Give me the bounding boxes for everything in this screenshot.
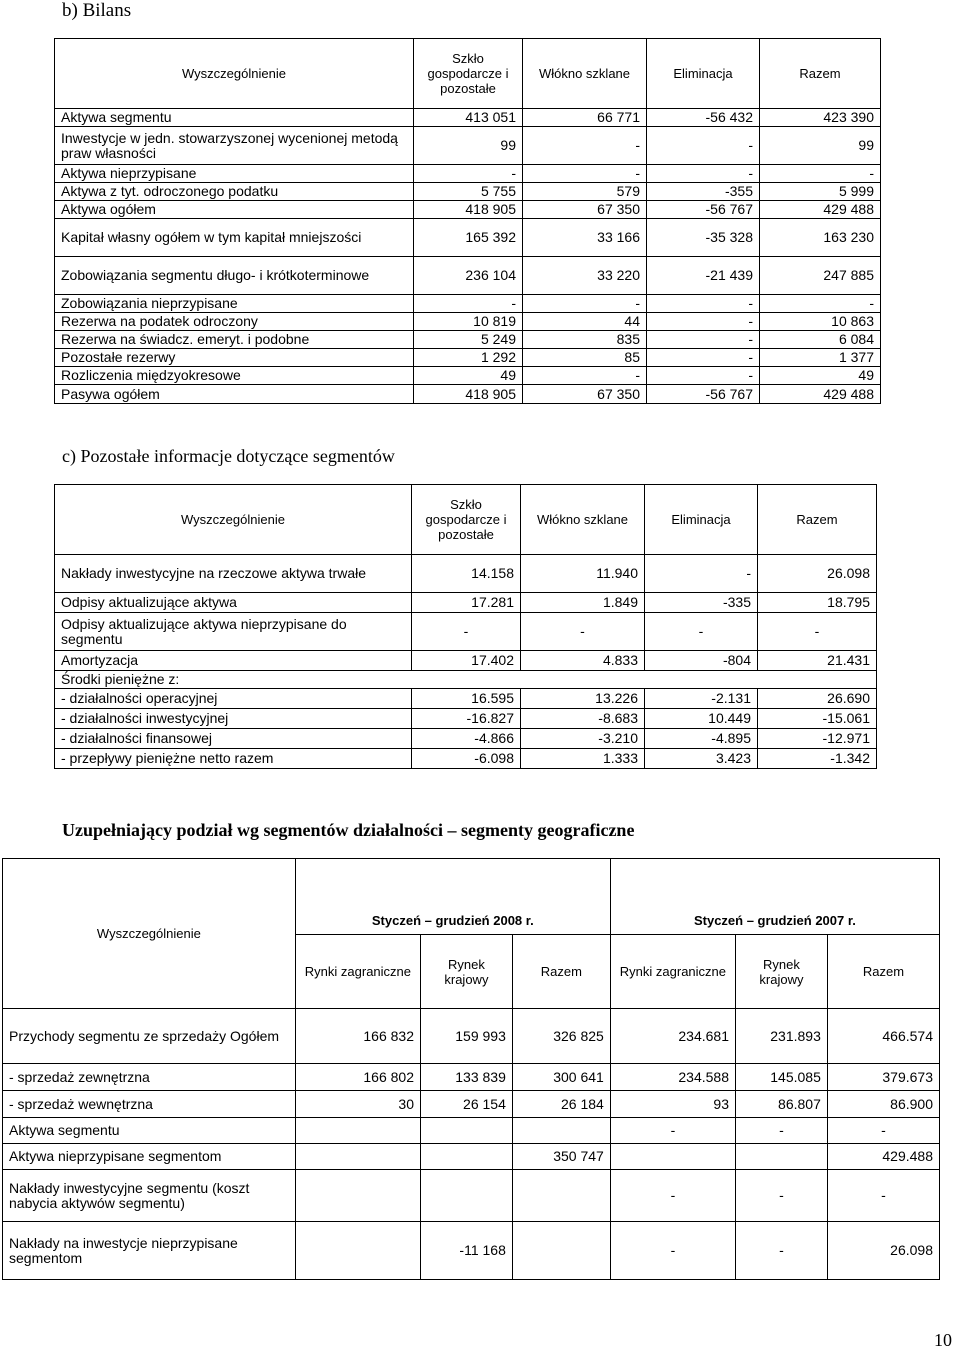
col-header: Rynki zagraniczne: [295, 935, 420, 1009]
col-header: Szkło gospodarcze i pozostałe: [412, 485, 521, 555]
page-number: 10: [934, 1330, 952, 1350]
row-label: Zobowiązania nieprzypisane: [55, 295, 414, 313]
value-cell: 429 488: [760, 201, 881, 219]
value-cell: 165 392: [414, 219, 523, 257]
row-label: Aktywa segmentu: [3, 1118, 296, 1144]
value-cell: 49: [414, 367, 523, 385]
value-cell: 33 220: [523, 257, 647, 295]
col-header: Rynek krajowy: [420, 935, 512, 1009]
value-cell: -355: [647, 183, 760, 201]
row-label: Nakłady inwestycyjne na rzeczowe aktywa trwałe: [55, 555, 412, 593]
value-cell: 466.574: [827, 1009, 939, 1064]
value-cell: 418 905: [414, 385, 523, 404]
period-2008-header: Styczeń – grudzień 2008 r.: [295, 859, 610, 935]
row-label: Pasywa ogółem: [55, 385, 414, 404]
value-cell: 26 184: [512, 1091, 610, 1118]
value-cell: 5 755: [414, 183, 523, 201]
row-label: Kapitał własny ogółem w tym kapitał mniejszości: [55, 219, 414, 257]
value-cell: 13.226: [521, 689, 645, 709]
value-cell: [420, 1170, 512, 1222]
value-cell: -: [736, 1170, 828, 1222]
row-label: Odpisy aktualizujące aktywa nieprzypisane do segmentu: [55, 613, 412, 651]
row-label: Inwestycje w jedn. stowarzyszonej wycenionej metodą praw własności: [55, 127, 414, 165]
row-label: Odpisy aktualizujące aktywa: [55, 593, 412, 613]
table-row: [55, 613, 877, 651]
value-cell: -56 767: [647, 201, 760, 219]
row-label: Amortyzacja: [55, 651, 412, 671]
value-cell: 247 885: [760, 257, 881, 295]
value-cell: -: [647, 349, 760, 367]
value-cell: 16.595: [412, 689, 521, 709]
value-cell: 49: [760, 367, 881, 385]
col-header: Eliminacja: [647, 39, 760, 109]
value-cell: 17.402: [412, 651, 521, 671]
table-row: [55, 749, 877, 769]
table-row: [3, 1091, 940, 1118]
value-cell: 166 802: [295, 1064, 420, 1091]
row-label: Nakłady na inwestycje nieprzypisane segmentom: [3, 1222, 296, 1280]
value-cell: 99: [760, 127, 881, 165]
value-cell: 145.085: [736, 1064, 828, 1091]
table-row: [55, 689, 877, 709]
value-cell: 86.900: [827, 1091, 939, 1118]
col-header: Eliminacja: [645, 485, 758, 555]
value-cell: 26 154: [420, 1091, 512, 1118]
period-2007-header: Styczeń – grudzień 2007 r.: [610, 859, 939, 935]
value-cell: 1.333: [521, 749, 645, 769]
value-cell: 579: [523, 183, 647, 201]
col-header: Włókno szklane: [523, 39, 647, 109]
value-cell: 44: [523, 313, 647, 331]
value-cell: -: [645, 613, 758, 651]
value-cell: -1.342: [758, 749, 877, 769]
table-row: [55, 295, 881, 313]
row-label: Aktywa ogółem: [55, 201, 414, 219]
section-b-title: b) Bilans: [62, 0, 132, 21]
table-row: [55, 109, 881, 127]
value-cell: -: [610, 1222, 735, 1280]
value-cell: 835: [523, 331, 647, 349]
table-row: [55, 349, 881, 367]
value-cell: -: [414, 295, 523, 313]
value-cell: 1 377: [760, 349, 881, 367]
value-cell: 14.158: [412, 555, 521, 593]
col-header: Razem: [760, 39, 881, 109]
value-cell: 300 641: [512, 1064, 610, 1091]
table-row: [55, 709, 877, 729]
value-cell: 5 999: [760, 183, 881, 201]
table-row: [3, 1222, 940, 1280]
value-cell: -: [760, 165, 881, 183]
col-header: Szkło gospodarcze i pozostałe: [414, 39, 523, 109]
value-cell: -4.866: [412, 729, 521, 749]
row-label: Pozostałe rezerwy: [55, 349, 414, 367]
col-header: Razem: [512, 935, 610, 1009]
value-cell: 26.690: [758, 689, 877, 709]
value-cell: 10 819: [414, 313, 523, 331]
value-cell: 3.423: [645, 749, 758, 769]
value-cell: -: [827, 1118, 939, 1144]
row-label: Nakłady inwestycyjne segmentu (koszt nabycia aktywów segmentu): [3, 1170, 296, 1222]
table-row: [55, 183, 881, 201]
value-cell: -: [523, 295, 647, 313]
row-label: - sprzedaż zewnętrzna: [3, 1064, 296, 1091]
value-cell: [420, 1144, 512, 1170]
table-row: [3, 1170, 940, 1222]
value-cell: -: [414, 165, 523, 183]
value-cell: 26.098: [827, 1222, 939, 1280]
value-cell: 234.588: [610, 1064, 735, 1091]
table-header-row: [55, 39, 881, 109]
value-cell: 18.795: [758, 593, 877, 613]
value-cell: 1 292: [414, 349, 523, 367]
value-cell: -: [523, 165, 647, 183]
table-row: [55, 165, 881, 183]
value-cell: 66 771: [523, 109, 647, 127]
table-row: [55, 367, 881, 385]
value-cell: -: [412, 613, 521, 651]
value-cell: 159 993: [420, 1009, 512, 1064]
value-cell: -: [610, 1118, 735, 1144]
value-cell: -2.131: [645, 689, 758, 709]
value-cell: 67 350: [523, 385, 647, 404]
value-cell: -: [760, 295, 881, 313]
row-label: - działalności finansowej: [55, 729, 412, 749]
value-cell: 326 825: [512, 1009, 610, 1064]
value-cell: 21.431: [758, 651, 877, 671]
value-cell: 350 747: [512, 1144, 610, 1170]
value-cell: 5 249: [414, 331, 523, 349]
value-cell: 10.449: [645, 709, 758, 729]
value-cell: -: [647, 127, 760, 165]
row-label: Aktywa z tyt. odroczonego podatku: [55, 183, 414, 201]
value-cell: 166 832: [295, 1009, 420, 1064]
value-cell: [295, 1118, 420, 1144]
col-header: Rynki zagraniczne: [610, 935, 735, 1009]
col-header: Rynek krajowy: [736, 935, 828, 1009]
value-cell: -12.971: [758, 729, 877, 749]
value-cell: 133 839: [420, 1064, 512, 1091]
col-header: Wyszczególnienie: [55, 39, 414, 109]
table-row: [55, 671, 877, 689]
row-label: Rezerwa na świadcz. emeryt. i podobne: [55, 331, 414, 349]
value-cell: 234.681: [610, 1009, 735, 1064]
value-cell: 86.807: [736, 1091, 828, 1118]
table-row: [55, 729, 877, 749]
row-label: Aktywa segmentu: [55, 109, 414, 127]
value-cell: 10 863: [760, 313, 881, 331]
geo-period-row: [3, 859, 940, 935]
value-cell: [610, 1144, 735, 1170]
table-header-row: [55, 485, 877, 555]
value-cell: [295, 1222, 420, 1280]
value-cell: -: [610, 1170, 735, 1222]
value-cell: -35 328: [647, 219, 760, 257]
row-label: Środki pieniężne z:: [55, 671, 877, 689]
col-header: Wyszczególnienie: [3, 859, 296, 1009]
value-cell: -804: [645, 651, 758, 671]
value-cell: -16.827: [412, 709, 521, 729]
table-row: [55, 201, 881, 219]
col-header: Razem: [827, 935, 939, 1009]
value-cell: 429.488: [827, 1144, 939, 1170]
table-row: [55, 257, 881, 295]
value-cell: 429 488: [760, 385, 881, 404]
row-label: Rezerwa na podatek odroczony: [55, 313, 414, 331]
value-cell: -: [647, 313, 760, 331]
row-label: - działalności inwestycyjnej: [55, 709, 412, 729]
value-cell: -: [523, 367, 647, 385]
value-cell: -56 767: [647, 385, 760, 404]
table-row: [3, 1064, 940, 1091]
value-cell: 93: [610, 1091, 735, 1118]
value-cell: 67 350: [523, 201, 647, 219]
col-header: Wyszczególnienie: [55, 485, 412, 555]
value-cell: -56 432: [647, 109, 760, 127]
row-label: - przepływy pieniężne netto razem: [55, 749, 412, 769]
value-cell: -: [647, 165, 760, 183]
value-cell: [420, 1118, 512, 1144]
geographic-segments-table: [2, 858, 940, 1280]
value-cell: -: [736, 1118, 828, 1144]
value-cell: -3.210: [521, 729, 645, 749]
table-row: [3, 1144, 940, 1170]
value-cell: [736, 1144, 828, 1170]
value-cell: -: [645, 555, 758, 593]
value-cell: 418 905: [414, 201, 523, 219]
value-cell: -: [758, 613, 877, 651]
table-row: [3, 1118, 940, 1144]
value-cell: -11 168: [420, 1222, 512, 1280]
value-cell: -335: [645, 593, 758, 613]
value-cell: -: [647, 367, 760, 385]
geo-section-title: Uzupełniający podział wg segmentów działalności – segmenty geograficzne: [62, 820, 635, 840]
value-cell: [295, 1170, 420, 1222]
table-row: [55, 127, 881, 165]
value-cell: 413 051: [414, 109, 523, 127]
value-cell: 17.281: [412, 593, 521, 613]
value-cell: 423 390: [760, 109, 881, 127]
value-cell: -: [521, 613, 645, 651]
value-cell: -15.061: [758, 709, 877, 729]
value-cell: -: [736, 1222, 828, 1280]
section-c-title: c) Pozostałe informacje dotyczące segmentów: [62, 446, 395, 466]
value-cell: 99: [414, 127, 523, 165]
value-cell: 11.940: [521, 555, 645, 593]
balance-table: [54, 38, 881, 404]
value-cell: 236 104: [414, 257, 523, 295]
value-cell: 379.673: [827, 1064, 939, 1091]
table-row: [55, 385, 881, 404]
table-row: [55, 313, 881, 331]
value-cell: -: [523, 127, 647, 165]
value-cell: [512, 1222, 610, 1280]
value-cell: -8.683: [521, 709, 645, 729]
row-label: Rozliczenia międzyokresowe: [55, 367, 414, 385]
value-cell: 1.849: [521, 593, 645, 613]
value-cell: -: [647, 331, 760, 349]
row-label: - sprzedaż wewnętrzna: [3, 1091, 296, 1118]
value-cell: 6 084: [760, 331, 881, 349]
row-label: Przychody segmentu ze sprzedaży Ogółem: [3, 1009, 296, 1064]
value-cell: -21 439: [647, 257, 760, 295]
value-cell: 26.098: [758, 555, 877, 593]
table-row: [55, 651, 877, 671]
value-cell: 4.833: [521, 651, 645, 671]
value-cell: 231.893: [736, 1009, 828, 1064]
value-cell: -6.098: [412, 749, 521, 769]
table-row: [3, 1009, 940, 1064]
value-cell: 85: [523, 349, 647, 367]
row-label: Zobowiązania segmentu długo- i krótkoterminowe: [55, 257, 414, 295]
value-cell: [512, 1170, 610, 1222]
segment-info-table: [54, 484, 877, 769]
table-row: [55, 593, 877, 613]
value-cell: 163 230: [760, 219, 881, 257]
value-cell: [295, 1144, 420, 1170]
value-cell: 30: [295, 1091, 420, 1118]
value-cell: -: [647, 295, 760, 313]
col-header: Włókno szklane: [521, 485, 645, 555]
value-cell: -: [827, 1170, 939, 1222]
row-label: Aktywa nieprzypisane segmentom: [3, 1144, 296, 1170]
table-row: [55, 555, 877, 593]
row-label: Aktywa nieprzypisane: [55, 165, 414, 183]
table-row: [55, 219, 881, 257]
value-cell: -4.895: [645, 729, 758, 749]
row-label: - działalności operacyjnej: [55, 689, 412, 709]
value-cell: [512, 1118, 610, 1144]
col-header: Razem: [758, 485, 877, 555]
table-row: [55, 331, 881, 349]
value-cell: 33 166: [523, 219, 647, 257]
